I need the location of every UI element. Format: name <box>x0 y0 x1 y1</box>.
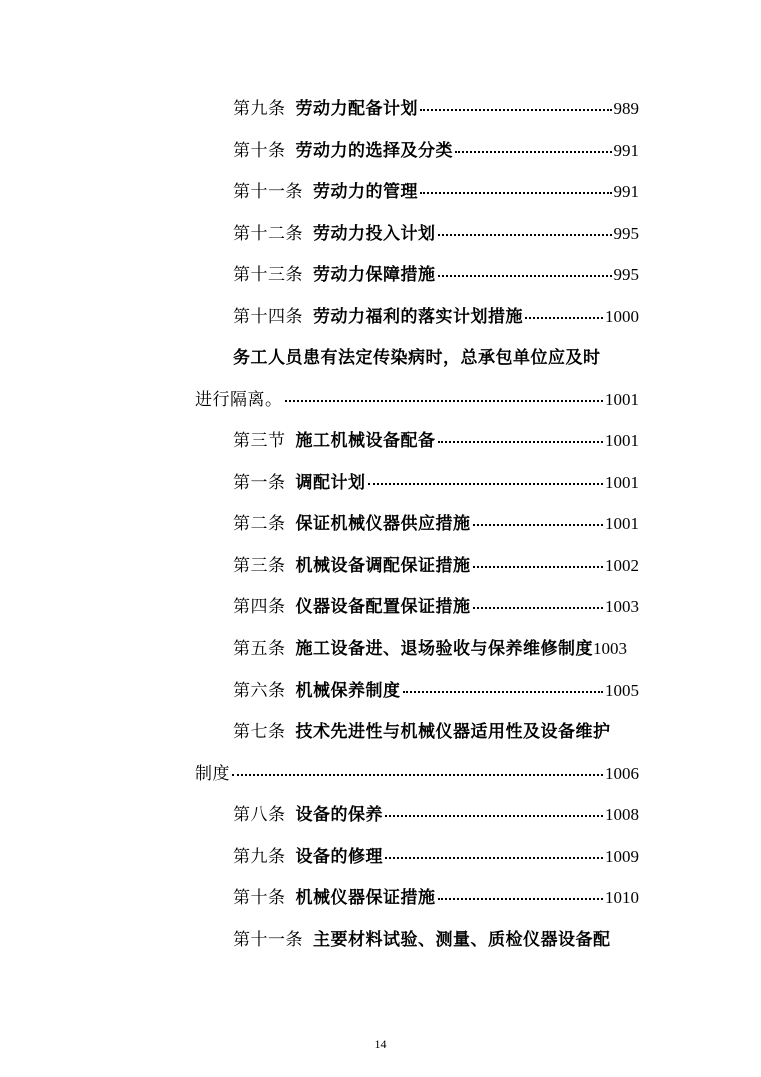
toc-entry-label: 第十三条 <box>233 265 303 285</box>
dot-leader <box>420 108 612 111</box>
toc-entry[interactable] <box>233 220 639 248</box>
toc-entry-label: 第十一条 <box>233 182 303 202</box>
dot-leader <box>403 690 604 693</box>
dot-leader <box>473 606 604 609</box>
toc-entry-title: 施工设备进、退场验收与保养维修制度 <box>295 639 593 659</box>
toc-entry-title: 主要材料试验、测量、质检仪器设备配 <box>313 930 611 950</box>
toc-entry[interactable] <box>233 510 639 538</box>
toc-entry[interactable] <box>233 303 639 331</box>
toc-entry-page: 1005 <box>605 681 639 700</box>
toc-entry-label: 第十四条 <box>233 307 303 327</box>
dot-leader <box>525 316 603 319</box>
dot-leader <box>455 150 612 153</box>
toc-entry-label: 第十一条 <box>233 930 303 950</box>
dot-leader <box>232 773 603 776</box>
toc-entry-title: 机械保养制度 <box>295 681 401 701</box>
dot-leader <box>285 399 604 402</box>
toc-entry-page: 1003 <box>593 639 627 658</box>
toc-entry-title: 劳动力配备计划 <box>295 99 418 119</box>
toc-entry-label: 第九条 <box>233 99 286 119</box>
toc-entry[interactable] <box>233 593 639 621</box>
toc-entry-page: 1001 <box>605 514 639 533</box>
toc-entry-label: 第一条 <box>233 473 286 493</box>
toc-entry[interactable] <box>233 801 639 829</box>
toc-entry[interactable] <box>233 95 639 123</box>
toc-entry[interactable] <box>195 386 639 414</box>
toc-entry[interactable] <box>233 718 639 746</box>
toc-entry-page: 1010 <box>605 888 639 907</box>
toc-entry-label: 第九条 <box>233 847 286 867</box>
toc-entry-page: 991 <box>613 141 639 160</box>
toc-entry[interactable] <box>233 677 639 705</box>
toc-entry-title: 劳动力的选择及分类 <box>295 141 453 161</box>
toc-entry-page: 1001 <box>605 390 639 409</box>
toc-entry-title: 机械设备调配保证措施 <box>295 556 471 576</box>
toc-entry-label: 第三条 <box>233 556 286 576</box>
toc-entry-page: 1006 <box>605 764 639 783</box>
dot-leader <box>438 897 604 900</box>
toc-entry[interactable] <box>233 137 639 165</box>
dot-leader <box>438 233 612 236</box>
toc-entry-label: 第十条 <box>233 141 286 161</box>
dot-leader <box>420 191 612 194</box>
toc-entry-label: 第十二条 <box>233 224 303 244</box>
toc-entry-title: 设备的修理 <box>295 847 383 867</box>
toc-entry-page: 1008 <box>605 805 639 824</box>
toc-entry[interactable] <box>233 469 639 497</box>
toc-entry-label: 第十条 <box>233 888 286 908</box>
toc-entry-title: 调配计划 <box>295 473 366 493</box>
toc-entry-label: 第八条 <box>233 805 286 825</box>
toc-entry-page: 1009 <box>605 847 639 866</box>
dot-leader <box>473 565 604 568</box>
toc-entry[interactable] <box>233 926 639 954</box>
toc-entry-title: 劳动力保障措施 <box>313 265 436 285</box>
toc-entry[interactable] <box>233 884 639 912</box>
toc-entry-label: 第四条 <box>233 597 286 617</box>
toc-entry-label: 第七条 <box>233 722 286 742</box>
toc-entry-page: 1003 <box>605 597 639 616</box>
toc-entry[interactable] <box>233 552 639 580</box>
dot-leader <box>473 523 604 526</box>
dot-leader <box>385 814 603 817</box>
toc-entry-title: 劳动力福利的落实计划措施 <box>313 307 523 327</box>
page-number: 14 <box>374 1037 387 1051</box>
toc-entry-label: 第六条 <box>233 681 286 701</box>
toc-entry-label: 第二条 <box>233 514 286 534</box>
toc-entry-page: 991 <box>613 182 639 201</box>
toc-entry-title: 技术先进性与机械仪器适用性及设备维护 <box>295 722 611 742</box>
toc-entry-page: 1000 <box>605 307 639 326</box>
toc-entry-text: 进行隔离。 <box>195 390 283 410</box>
toc-entry-page: 1001 <box>605 473 639 492</box>
toc-entry[interactable] <box>233 261 639 289</box>
toc-entry-title: 仪器设备配置保证措施 <box>295 597 471 617</box>
dot-leader <box>368 482 604 485</box>
toc-entry-title: 保证机械仪器供应措施 <box>295 514 471 534</box>
toc-entry-title: 设备的保养 <box>295 805 383 825</box>
toc-entry-page: 1002 <box>605 556 639 575</box>
toc-entry-page: 995 <box>613 265 639 284</box>
toc-entry[interactable] <box>233 178 639 206</box>
dot-leader <box>438 440 604 443</box>
toc-entry-text-line[interactable] <box>233 344 639 372</box>
toc-entry-page: 1001 <box>605 431 639 450</box>
toc-entry-title: 施工机械设备配备 <box>295 431 436 451</box>
toc-entry-title: 劳动力的管理 <box>313 182 418 202</box>
toc-entry-page: 995 <box>613 224 639 243</box>
toc-entry[interactable] <box>233 427 639 455</box>
toc-entry-label: 第三节 <box>233 431 286 451</box>
dot-leader <box>438 274 612 277</box>
toc-entry-text: 制度 <box>195 764 230 784</box>
dot-leader <box>385 856 603 859</box>
toc-entry[interactable] <box>195 760 639 788</box>
toc-entry-label: 第五条 <box>233 639 286 659</box>
toc-entry-page: 989 <box>613 99 639 118</box>
toc-entry-title: 劳动力投入计划 <box>313 224 436 244</box>
toc-entry[interactable] <box>233 635 653 663</box>
toc-entry[interactable] <box>233 843 639 871</box>
toc-entry-text: 务工人员患有法定传染病时，总承包单位应及时 <box>233 348 601 368</box>
toc-entry-title: 机械仪器保证措施 <box>295 888 436 908</box>
